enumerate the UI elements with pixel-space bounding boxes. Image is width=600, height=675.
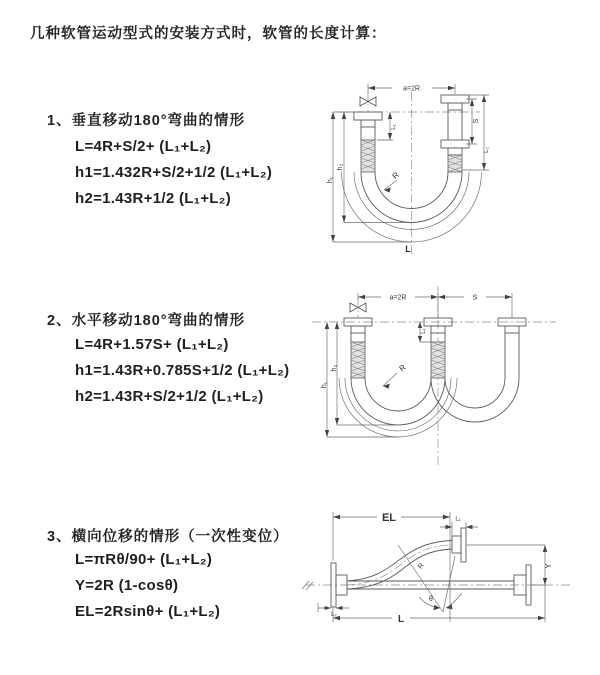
pipe-right <box>498 318 526 378</box>
dimension-a2r <box>358 293 512 318</box>
formula-line: EL=2Rsinθ+ (L₁+L₂) <box>75 603 221 620</box>
dim-label-s: S <box>472 294 478 302</box>
dimension-el <box>333 512 450 622</box>
dim-label-h1: h₁ <box>327 176 334 184</box>
dimension-l2 <box>462 95 490 170</box>
dim-label-l: L <box>397 614 405 625</box>
doc-title: 几种软管运动型式的安装方式时，软管的长度计算： <box>30 26 387 42</box>
dim-label-l: L <box>405 244 411 254</box>
dimension-l <box>333 585 545 625</box>
dim-label-r: R <box>397 362 408 374</box>
dimension-l2 <box>318 603 349 618</box>
dimension-l1 <box>440 517 478 537</box>
dim-label-r: R <box>417 562 426 571</box>
construction-lines <box>398 545 462 612</box>
diagram-horizontal-bend <box>300 280 600 475</box>
formula-line: h1=1.432R+S/2+1/2 (L₁+L₂) <box>75 164 273 181</box>
formula-line: h1=1.43R+0.785S+1/2 (L₁+L₂) <box>75 362 290 379</box>
dimension-s <box>466 99 480 144</box>
pipe-right <box>441 95 469 172</box>
formula-line: h2=1.43R+S/2+1/2 (L₁+L₂) <box>75 388 264 405</box>
radius-callout <box>384 170 401 192</box>
hose-u-bends <box>339 378 519 437</box>
formula-line: Y=2R (1-cosθ) <box>75 577 179 594</box>
dim-label-h1: h₁ <box>321 381 328 389</box>
centerlines <box>302 545 572 590</box>
radius-callout <box>383 363 408 389</box>
dim-label-theta: θ <box>429 596 433 603</box>
diagram-vertical-bend <box>300 70 600 270</box>
dimension-l1 <box>418 322 432 342</box>
dim-label-a2r: a=2R <box>389 294 407 302</box>
dim-label-l2: L₂ <box>331 612 337 618</box>
diagram-lateral-displacement <box>300 495 600 645</box>
dim-label-y: Y <box>544 563 553 569</box>
dim-label-s: S <box>473 118 480 124</box>
section-1-heading: 1、垂直移动180°弯曲的情形 <box>47 113 246 129</box>
dimension-y <box>467 545 553 585</box>
formula-line: L=πRθ/90+ (L₁+L₂) <box>75 551 213 568</box>
dim-label-a2r: a=2R <box>403 85 420 93</box>
section-3-heading: 3、横向位移的情形（一次性变位） <box>47 529 289 545</box>
section-2-heading: 2、水平移动180°弯曲的情形 <box>47 313 246 329</box>
dim-label-r: R <box>390 170 401 181</box>
dim-label-l1: L₁ <box>391 124 397 130</box>
dim-label-h2: h₂ <box>337 163 344 171</box>
dim-label-h2: h₂ <box>331 364 338 372</box>
dimension-h1 <box>321 322 398 437</box>
dim-label-l1: L₁ <box>421 328 427 334</box>
dim-label-el: EL <box>381 512 397 524</box>
dimension-l1 <box>377 112 397 140</box>
pipe-left <box>354 112 382 172</box>
dim-label-l1: L₁ <box>455 516 461 523</box>
formula-line: L=4R+S/2+ (L₁+L₂) <box>75 138 212 155</box>
dim-label-l2: L₂ <box>484 147 490 153</box>
flange-upper <box>452 528 466 562</box>
formula-line: L=4R+1.57S+ (L₁+L₂) <box>75 336 229 353</box>
pipe-left <box>344 318 372 378</box>
formula-line: h2=1.43R+1/2 (L₁+L₂) <box>75 190 232 207</box>
